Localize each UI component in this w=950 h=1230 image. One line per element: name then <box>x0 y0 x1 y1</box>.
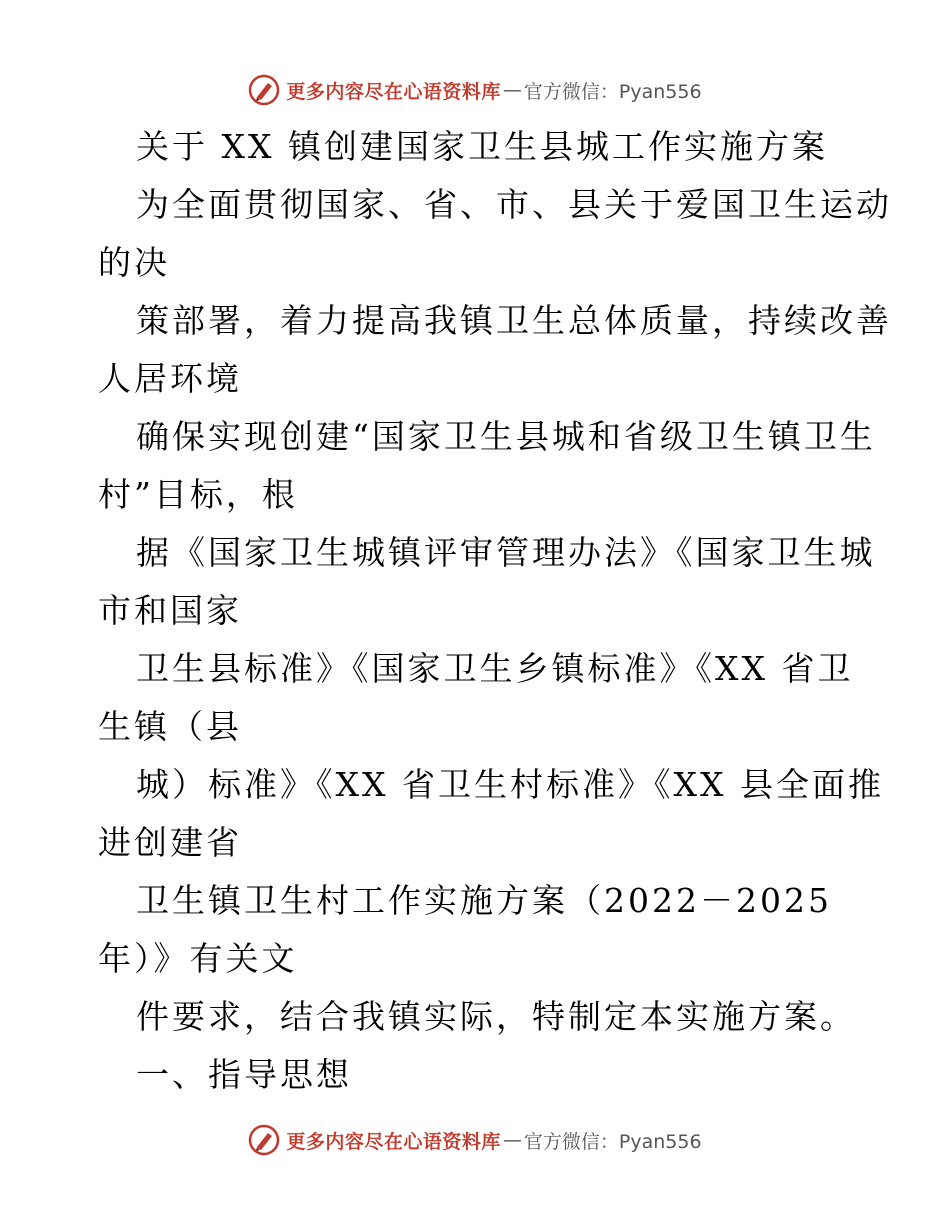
pen-logo-icon <box>248 74 280 106</box>
watermark-separator: — <box>502 1129 522 1151</box>
watermark-banner-bottom <box>0 1120 950 1160</box>
paragraph-line: 确保实现创建“国家卫生县城和省级卫生镇卫生 <box>136 417 876 456</box>
paragraph-line: 村”目标，根 <box>98 475 298 514</box>
document-title: 关于 XX 镇创建国家卫生县城工作实施方案 <box>136 127 828 166</box>
section-heading: 一、指导思想 <box>136 1055 352 1094</box>
paragraph-line: 市和国家 <box>98 591 242 630</box>
watermark-text: 更多内容尽在心语资料库 <box>286 80 501 103</box>
paragraph-line: 进创建省 <box>98 823 242 862</box>
watermark-official: 官方微信：Pyan556 <box>523 1130 702 1153</box>
pen-logo-icon <box>248 1124 280 1156</box>
paragraph-line: 件要求，结合我镇实际，特制定本实施方案。 <box>136 997 856 1036</box>
paragraph-line: 卫生镇卫生村工作实施方案（2022－2025 <box>136 881 832 920</box>
paragraph-line: 卫生县标准》《国家卫生乡镇标准》《XX 省卫 <box>136 649 854 688</box>
watermark-separator: — <box>502 79 522 101</box>
paragraph-line: 人居环境 <box>98 359 242 398</box>
paragraph-line: 据《国家卫生城镇评审管理办法》《国家卫生城 <box>136 533 876 572</box>
paragraph-line: 生镇（县 <box>98 707 242 746</box>
watermark-banner-top <box>0 70 950 110</box>
paragraph-line: 策部署，着力提高我镇卫生总体质量，持续改善 <box>136 301 892 340</box>
paragraph-line: 城）标准》《XX 省卫生村标准》《XX 县全面推 <box>136 765 884 804</box>
paragraph-line: 为全面贯彻国家、省、市、县关于爱国卫生运动 <box>136 185 892 224</box>
document-body <box>98 118 892 1104</box>
paragraph-line: 年）》有关文 <box>98 939 298 978</box>
watermark-official: 官方微信：Pyan556 <box>523 80 702 103</box>
paragraph-line: 的决 <box>98 243 170 282</box>
watermark-text: 更多内容尽在心语资料库 <box>286 1130 501 1153</box>
